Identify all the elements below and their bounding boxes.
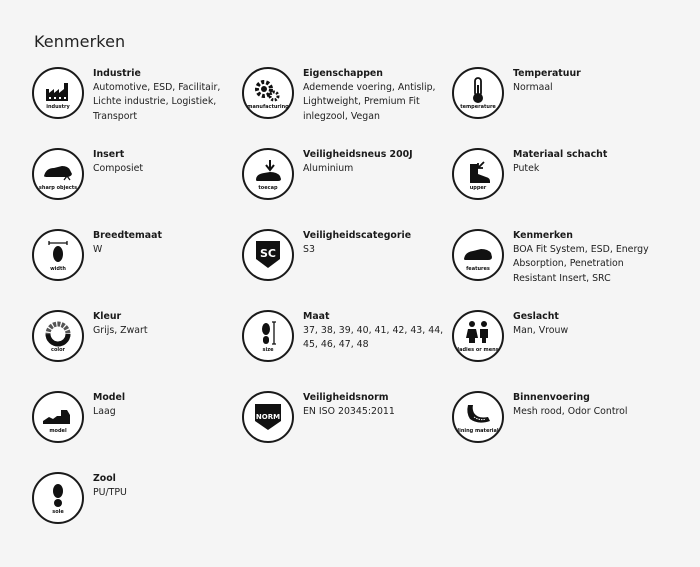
feature-value: BOA Fit System, ESD, Energy Absorption, Penetration Resistant Insert, SRC [513,244,649,284]
feature-geslacht [452,310,662,382]
feature-value: Ademende voering, Antislip, Lightweight, Premium Fit inlegzool, Vegan [303,82,436,122]
icon-caption: sole [52,508,64,515]
feature-industrie [32,67,242,139]
feature-row [32,310,672,382]
feature-value: Composiet [93,163,144,174]
feature-value: Aluminium [303,163,354,174]
icon-caption: industry [46,103,70,110]
toecap-icon [242,148,294,200]
icon-caption: model [49,427,67,434]
feature-label: Binnenvoering [513,392,590,403]
sole-icon [32,472,84,524]
model-icon [32,391,84,443]
feature-value: Automotive, ESD, Facilitair, Lichte industrie, Logistiek, Transport [93,82,221,122]
feature-value: PU/TPU [93,487,127,498]
feature-maat [242,310,452,382]
icon-caption: manufacturing [247,103,289,110]
feature-value: Putek [513,163,540,174]
feature-value: Mesh rood, Odor Control [513,406,628,417]
sc-icon [242,229,294,281]
feature-value: Grijs, Zwart [93,325,148,336]
icon-caption: temperature [460,103,496,110]
feature-label: Industrie [93,68,141,79]
feature-label: Temperatuur [513,68,581,79]
feature-label: Veiligheidsneus 200J [303,149,413,160]
icon-caption: features [466,265,490,272]
size-icon [242,310,294,362]
feature-label: Materiaal schacht [513,149,608,160]
icon-caption: upper [469,184,487,191]
feature-eigenschappen [242,67,452,139]
feature-label: Maat [303,311,330,322]
icon-caption: width [50,265,66,272]
color-icon [32,310,84,362]
icon-caption: ladies or mens [457,346,499,353]
feature-binnenvoering [452,391,662,463]
feature-model [32,391,242,463]
icon-caption: lining material [457,427,499,434]
feature-breedtemaat [32,229,242,301]
feature-label: Insert [93,149,125,160]
feature-label: Breedtemaat [93,230,162,241]
feature-kenmerken [452,229,662,301]
feature-row [32,391,672,463]
feature-row [32,472,672,544]
feature-veiligheidscategorie [242,229,452,301]
feature-row [32,67,672,139]
feature-value: S3 [303,244,315,255]
sharp-objects-icon [32,148,84,200]
svg-text:NORM: NORM [255,413,281,421]
feature-value: EN ISO 20345:2011 [303,406,395,417]
norm-icon [242,391,294,443]
temperature-icon [452,67,504,119]
feature-label: Model [93,392,126,403]
section-title: Kenmerken [34,32,126,51]
icon-caption: toecap [258,184,278,191]
industry-icon [32,67,84,119]
icon-caption: size [262,346,274,353]
feature-value: Normaal [513,82,553,93]
feature-veiligheidsneus [242,148,452,220]
feature-veiligheidsnorm [242,391,452,463]
feature-value: W [93,244,103,255]
feature-label: Zool [93,473,116,484]
feature-value: Man, Vrouw [513,325,569,336]
feature-materiaal-schacht [452,148,662,220]
upper-icon [452,148,504,200]
feature-row [32,229,672,301]
feature-zool [32,472,242,544]
feature-insert [32,148,242,220]
feature-temperatuur [452,67,662,139]
lining-material-icon [452,391,504,443]
svg-text:SC: SC [260,247,276,260]
feature-label: Eigenschappen [303,68,383,79]
features-icon [452,229,504,281]
feature-row [32,148,672,220]
feature-label: Kenmerken [513,230,573,241]
feature-label: Veiligheidsnorm [303,392,389,403]
width-icon [32,229,84,281]
feature-value: 37, 38, 39, 40, 41, 42, 43, 44, 45, 46, 47, 48 [303,325,444,351]
icon-caption: color [50,346,65,353]
feature-value: Laag [93,406,116,417]
feature-label: Veiligheidscategorie [303,230,412,241]
feature-label: Geslacht [513,311,559,322]
manufacturing-icon [242,67,294,119]
feature-kleur [32,310,242,382]
icon-caption: sharp objects [38,184,78,191]
ladies-or-mens-icon [452,310,504,362]
feature-label: Kleur [93,311,122,322]
